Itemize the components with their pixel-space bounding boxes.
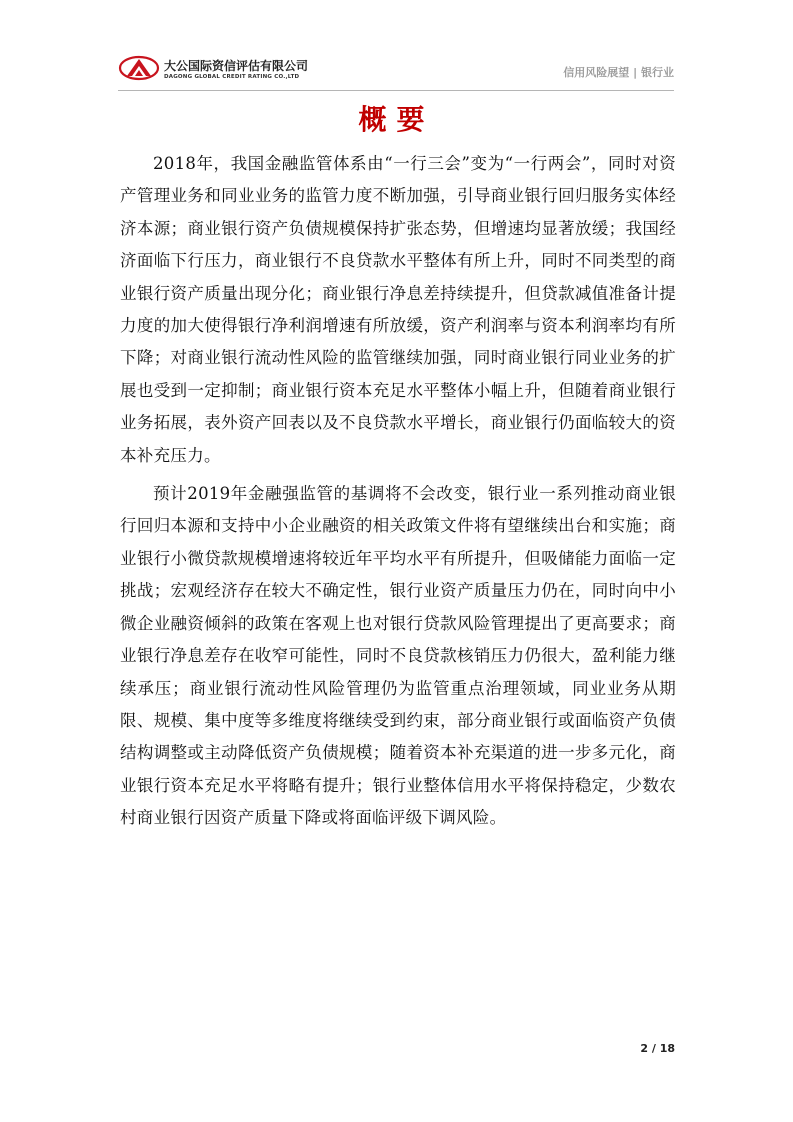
summary-body <box>120 148 676 841</box>
page-number: 2 / 18 <box>640 1042 675 1055</box>
company-name-en: DAGONG GLOBAL CREDIT RATING CO.,LTD <box>164 74 300 80</box>
page-header <box>118 50 674 92</box>
summary-paragraph-1: 2018年，我国金融监管体系由“一行三会”变为“一行两会”，同时对资产管理业务和同业业务的监管力度不断加强，引导商业银行回归服务实体经济本源；商业银行资产负债规模保持扩张态势，但增速均显著放缓；我国经济面临下行压力，商业银行不良贷款水平整体有所上升，同时不同类型的商业银行资产质量出现分化；商业银行净息差持续提升，但贷款减值准备计提力度的加大使得银行净利润增速有所放缓，资产利润率与资本利润率均有所下降；对商业银行流动性风险的监管继续加强，同时商业银行同业业务的扩展也受到一定抑制；商业银行资本充足水平整体小幅上升，但随着商业银行业务拓展，表外资产回表以及不良贷款水平增长，商业银行仍面临较大的资本补充压力。 <box>120 154 676 465</box>
company-name-cn: 大公国际资信评估有限公司 <box>164 59 309 73</box>
summary-paragraph-2: 预计2019年金融强监管的基调将不会改变，银行业一系列推动商业银行回归本源和支持中小企业融资的相关政策文件将有望继续出台和实施；商业银行小微贷款规模增速将较近年平均水平有所提升，但吸储能力面临一定挑战；宏观经济存在较大不确定性，银行业资产质量压力仍在，同时向中小微企业融资倾斜的政策在客观上也对银行贷款风险管理提出了更高要求；商业银行净息差存在收窄可能性，同时不良贷款核销压力仍很大，盈利能力继续承压；商业银行流动性风险管理仍为监管重点治理领域，同业业务从期限、规模、集中度等多维度将继续受到约束，部分商业银行或面临资产负债结构调整或主动降低资产负债规模；随着资本补充渠道的进一步多元化，商业银行资本充足水平将略有提升；银行业整体信用水平将保持稳定，少数农村商业银行因资产质量下降或将面临评级下调风险。 <box>120 484 676 828</box>
header-divider <box>118 90 674 91</box>
dagong-logo-icon <box>118 54 160 82</box>
report-type-label: 信用风险展望 | 银行业 <box>563 66 674 79</box>
page-title: 概要 <box>358 103 435 136</box>
